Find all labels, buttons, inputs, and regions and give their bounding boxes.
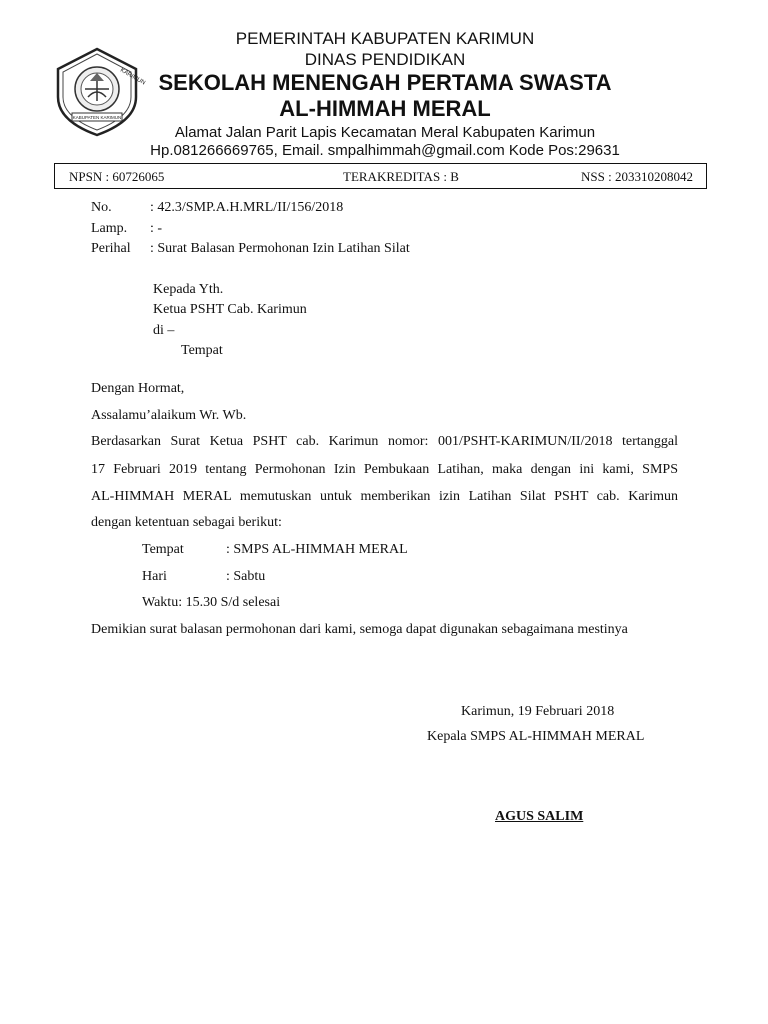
emblem-banner: KABUPATEN KARIMUN <box>72 115 122 120</box>
government-name: PEMERINTAH KABUPATEN KARIMUN <box>235 29 535 48</box>
nss: NSS : 203310208042 <box>581 169 693 184</box>
number-value: : 42.3/SMP.A.H.MRL/II/156/2018 <box>150 200 344 215</box>
school-name-line2: AL-HIMMAH MERAL <box>279 96 491 121</box>
closing-sentence: Demikian surat balasan permohonan dari kami, semoga dapat digunakan sebagaimana mestinya <box>91 622 628 637</box>
detail-place-label: Tempat <box>142 542 184 557</box>
detail-day-label: Hari <box>142 569 167 584</box>
recipient-salutation: Kepada Yth. <box>153 282 224 297</box>
paragraph-line: 17 Februari 2019 tentang Permohonan Izin Pembukaan Latihan, maka dengan ini kami, SMPS <box>91 462 678 477</box>
recipient-di: di – <box>153 323 175 338</box>
school-contact: Hp.081266669765, Email. smpalhimmah@gmail.com Kode Pos:29631 <box>150 142 620 159</box>
recipient-place: Tempat <box>181 343 223 358</box>
accreditation: TERAKREDITAS : B <box>343 169 459 184</box>
attachment-value: : - <box>150 221 163 236</box>
greeting: Dengan Hormat, <box>91 381 185 396</box>
subject-value: : Surat Balasan Permohonan Izin Latihan Silat <box>150 241 410 256</box>
department-name: DINAS PENDIDIKAN <box>304 50 466 69</box>
detail-place-value: : SMPS AL-HIMMAH MERAL <box>226 542 408 557</box>
subject-label: Perihal <box>91 241 131 256</box>
paragraph-line: AL-HIMMAH MERAL memutuskan untuk memberikan izin Latihan Silat PSHT cab. Karimun <box>91 489 678 504</box>
emblem-text: KARIMUN <box>119 67 146 87</box>
detail-day-value: : Sabtu <box>226 569 266 584</box>
signatory-position: Kepala SMPS AL-HIMMAH MERAL <box>427 729 645 744</box>
paragraph-line: Berdasarkan Surat Ketua PSHT cab. Karimun nomor: 001/PSHT-KARIMUN/II/2018 tertanggal <box>91 434 678 449</box>
school-id-bar <box>54 163 707 189</box>
detail-time: Waktu: 15.30 S/d selesai <box>142 595 281 610</box>
school-name-line1: SEKOLAH MENENGAH PERTAMA SWASTA <box>158 70 612 95</box>
school-address: Alamat Jalan Parit Lapis Kecamatan Meral Kabupaten Karimun <box>174 124 596 141</box>
npsn: NPSN : 60726065 <box>69 169 165 184</box>
number-label: No. <box>91 200 112 215</box>
attachment-label: Lamp. <box>91 221 128 236</box>
salam: Assalamu’alaikum Wr. Wb. <box>91 408 247 423</box>
recipient-name: Ketua PSHT Cab. Karimun <box>153 302 307 317</box>
place-date: Karimun, 19 Februari 2018 <box>461 704 615 719</box>
paragraph-last-line: dengan ketentuan sebagai berikut: <box>91 515 282 530</box>
signatory-name: AGUS SALIM <box>495 809 584 824</box>
